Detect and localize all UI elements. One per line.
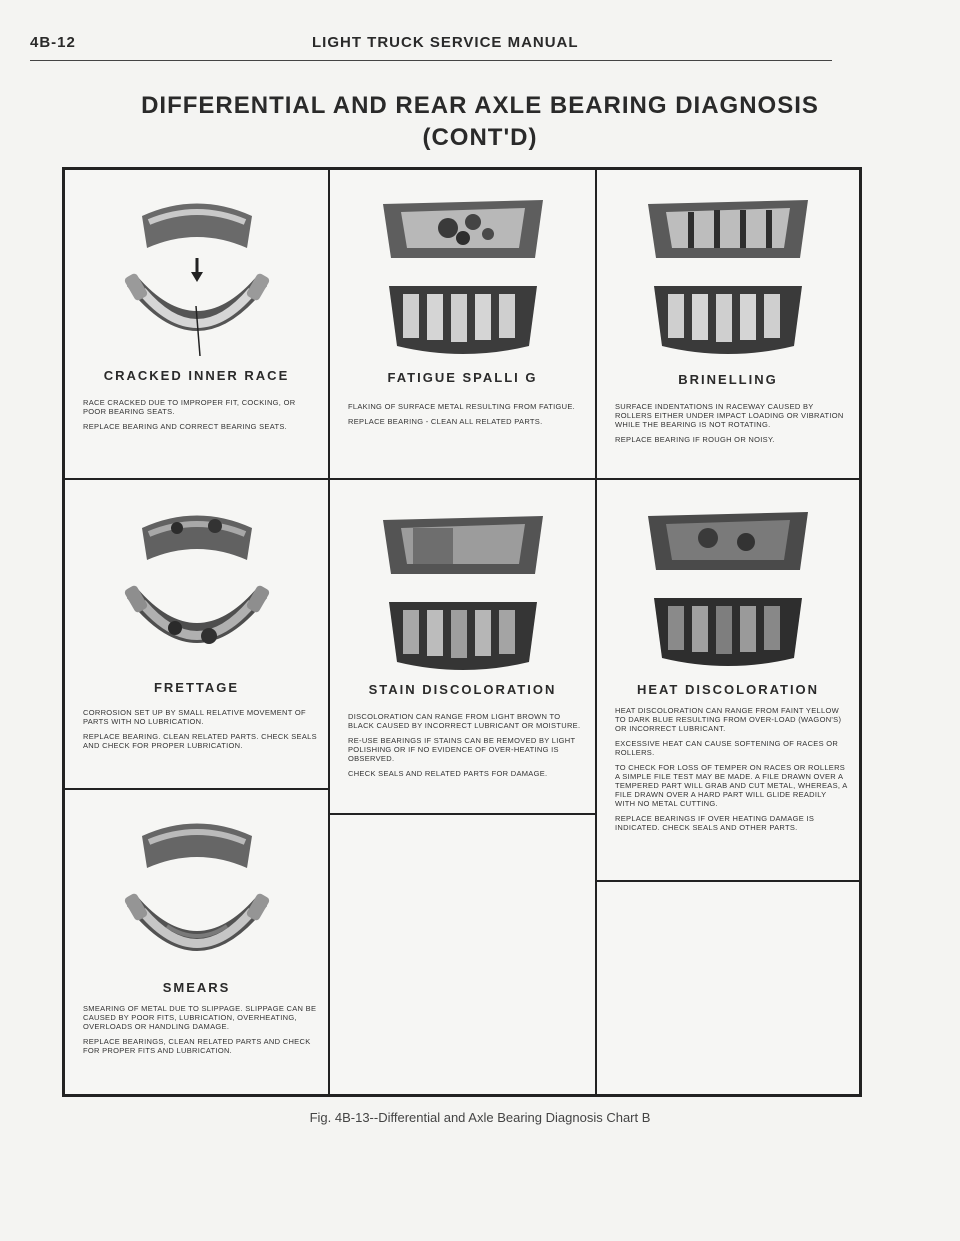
manual-title: LIGHT TRUCK SERVICE MANUAL	[312, 34, 579, 51]
cell-description	[615, 402, 849, 450]
grid-divider	[595, 880, 859, 882]
cell-stain-discoloration	[330, 480, 595, 813]
cell-title: FATIGUE SPALLI G	[387, 370, 538, 385]
description-paragraph: TO CHECK FOR LOSS OF TEMPER ON RACES OR ROLLERS A SIMPLE FILE TEST MAY BE MADE. A FILE DRAWN OVER A TEMPERED PART WILL GRAB AND CUT METAL, WHEREAS, A FILE DRAWN OVER A HARD PART WILL GLIDE READILY WITH NO METAL CUTTING.	[615, 763, 848, 808]
frettage-photo	[65, 498, 328, 698]
cell-title: CRACKED INNER RACE	[103, 368, 290, 383]
description-paragraph: REPLACE BEARING. CLEAN RELATED PARTS. CHECK SEALS AND CHECK FOR PROPER LUBRICATION.	[83, 732, 317, 750]
header-rule	[30, 60, 832, 61]
description-paragraph: RE-USE BEARINGS IF STAINS CAN BE REMOVED BY LIGHT POLISHING OR IF NO EVIDENCE OF OVER-HEATING IS OBSERVED.	[348, 736, 576, 763]
cell-frettage	[65, 480, 328, 788]
page-title: DIFFERENTIAL AND REAR AXLE BEARING DIAGNOSIS	[141, 92, 819, 119]
description-paragraph: CORROSION SET UP BY SMALL RELATIVE MOVEMENT OF PARTS WITH NO LUBRICATION.	[83, 708, 306, 726]
cell-cracked-inner-race	[65, 170, 328, 478]
cell-title: STAIN DISCOLORATION	[368, 682, 557, 697]
description-paragraph: REPLACE BEARINGS, CLEAN RELATED PARTS AND CHECK FOR PROPER FITS AND LUBRICATION.	[83, 1037, 311, 1055]
page-title-continued: (CONT'D)	[422, 124, 538, 151]
cell-title: SMEARS	[162, 980, 231, 995]
description-paragraph: DISCOLORATION CAN RANGE FROM LIGHT BROWN TO BLACK CAUSED BY INCORRECT LUBRICANT OR MOISTURE.	[348, 712, 581, 730]
description-paragraph: SMEARING OF METAL DUE TO SLIPPAGE. SLIPPAGE CAN BE CAUSED BY POOR FITS, LUBRICATION, OVERHEATING, OVERLOADS OR HANDLING DAMAGE.	[83, 1004, 317, 1031]
cell-brinelling	[597, 170, 859, 478]
description-paragraph: REPLACE BEARING - CLEAN ALL RELATED PARTS.	[348, 417, 543, 426]
page-number: 4B-12	[30, 34, 76, 51]
grid-divider	[328, 813, 595, 815]
figure-caption: Fig. 4B-13--Differential and Axle Bearing Diagnosis Chart B	[309, 1110, 651, 1125]
description-paragraph: REPLACE BEARING AND CORRECT BEARING SEATS.	[83, 422, 288, 431]
cell-fatigue-spalling	[330, 170, 595, 478]
description-paragraph: FLAKING OF SURFACE METAL RESULTING FROM FATIGUE.	[348, 402, 576, 411]
description-paragraph: REPLACE BEARINGS IF OVER HEATING DAMAGE IS INDICATED. CHECK SEALS AND OTHER PARTS.	[615, 814, 815, 832]
description-paragraph: CHECK SEALS AND RELATED PARTS FOR DAMAGE.	[348, 769, 548, 778]
diagnosis-chart	[62, 167, 862, 1097]
cracked-race-photo	[65, 186, 328, 386]
cell-title: BRINELLING	[678, 372, 778, 387]
smears-photo	[65, 806, 328, 1006]
description-paragraph: RACE CRACKED DUE TO IMPROPER FIT, COCKING, OR POOR BEARING SEATS.	[83, 398, 296, 416]
cell-description	[348, 402, 585, 432]
description-paragraph: HEAT DISCOLORATION CAN RANGE FROM FAINT YELLOW TO DARK BLUE RESULTING FROM OVER-LOAD (WAGON'S) OR INCORRECT LUBRICANT.	[615, 706, 842, 733]
description-paragraph: SURFACE INDENTATIONS IN RACEWAY CAUSED BY ROLLERS EITHER UNDER IMPACT LOADING OR VIBRATION WHILE THE BEARING IS NOT ROTATING.	[615, 402, 844, 429]
description-paragraph: EXCESSIVE HEAT CAN CAUSE SOFTENING OF RACES OR ROLLERS.	[615, 739, 839, 757]
brinelling-photo	[597, 190, 859, 390]
cell-title: HEAT DISCOLORATION	[636, 682, 820, 697]
stain-discoloration-photo	[330, 506, 595, 706]
cell-description	[83, 708, 318, 756]
description-paragraph: REPLACE BEARING IF ROUGH OR NOISY.	[615, 435, 775, 444]
cell-heat-discoloration	[597, 480, 859, 880]
cell-description	[83, 1004, 318, 1061]
cell-title: FRETTAGE	[153, 680, 240, 695]
heat-discoloration-photo	[597, 502, 859, 702]
cell-description	[615, 706, 849, 838]
fatigue-spalling-photo	[330, 190, 595, 390]
cell-smears	[65, 790, 328, 1094]
cell-description	[83, 398, 318, 437]
cell-description	[348, 712, 585, 784]
